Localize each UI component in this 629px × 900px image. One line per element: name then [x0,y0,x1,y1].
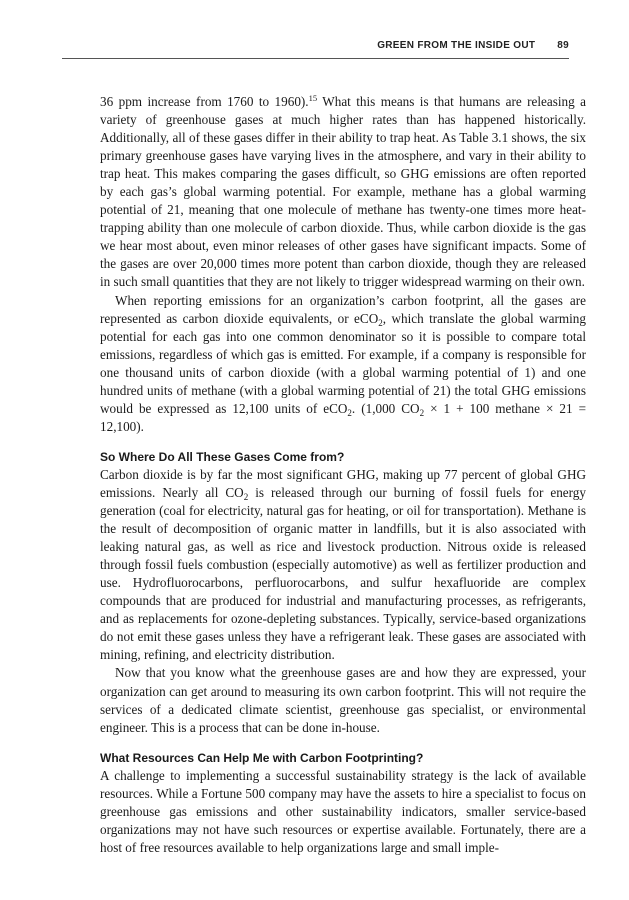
text-run: . (1,000 CO [351,400,420,416]
text-run: , which translate the global warming potential for each gas into one common denominator so it is possible to compare total emissions, regardless of which gas is emitted. For example, if a company is responsible for one thousand units of carbon dioxide (with a global warming potential of 1) and one hundred units of methane (with a global warming potential of 21) the total GHG emissions would be expressed as 12,100 units of eCO [100,310,586,416]
running-head [62,40,569,59]
page-number: 89 [557,40,569,51]
subscript: 2 [347,407,352,418]
text-run: What this means is that humans are releasing a variety of greenhouse gases at much higher rates than has happened historically. Additionally, all of these gases differ in their ability to trap heat. As Table 3.1 shows, the six primary greenhouse gases have varying lives in the atmosphere, and vary in their ability to trap heat. This makes comparing the gases difficult, so GHG emissions are often reported by each gas’s global warming potential. For example, methane has a global warming potential of 21, meaning that one molecule of methane has twenty-one times more heat-trapping ability than one molecule of carbon dioxide. Thus, while carbon dioxide is the gas we hear most about, even minor releases of other gases have significant impacts. Some of the gases are over 20,000 times more potent than carbon dioxide, though they are released in such small quantities that they are not likely to trigger widespread warming on their own. [100,94,586,290]
text-run: Carbon dioxide is by far the most significant GHG, making up 77 percent of global GHG emissions. Nearly all CO [100,466,586,500]
paragraph: Now that you know what the greenhouse gases are and how they are expressed, your organization can get around to measuring its own carbon footprint. This will not require the services of a dedicated climate scientist, greenhouse gas specialist, or environmental engineer. This is a process that can be done in-house. [100,665,586,735]
section-heading: What Resources Can Help Me with Carbon Footprinting? [100,750,424,765]
paragraph: A challenge to implementing a successful sustainability strategy is the lack of available resources. While a Fortune 500 company may have the assets to hire a specialist to focus on greenhouse gas emissions and other sustainability indicators, smaller service-based organizations may not have such resources or expertise available. Fortunately, there are a host of free resources available to help organizations large and small imple- [100,767,586,855]
text-run: is released through our burning of fossil fuels for energy generation (coal for electricity, natural gas for heating, or oil for transportation). Methane is the result of decomposition of organic matter in landfills, but it is also associated with leaking natural gas, as well as rice and livestock production. Nitrous oxide is released through fossil fuels combustion (especially automotive) as well as fertilizer production and use. Hydrofluorocarbons, perfluorocarbons, and sulfur hexafluoride are complex compounds that are produced for industrial and manufacturing processes, as refrigerants, and as replacements for ozone-depleting substances. Typically, service-based organizations do not emit these gases unless they have a refrigerant leak. These gases are associated with mining, refining, and electricity distribution. [100,484,586,663]
body-text [100,93,586,857]
subscript: 2 [243,491,249,502]
running-head-title: GREEN FROM THE INSIDE OUT [377,40,536,51]
subscript: 2 [378,317,383,328]
section-heading: So Where Do All These Gases Come from? [100,449,345,464]
subscript: 2 [419,407,425,418]
paragraph [100,93,586,292]
paragraph [100,292,586,436]
text-run: When reporting emissions for an organization’s carbon footprint, all the gases are represented as carbon dioxide equivalents, or eCO [100,292,586,326]
footnote-reference: 15 [308,93,318,103]
paragraph [100,466,586,665]
text-run: × 1 + 100 methane × 21 = 12,100). [100,400,587,434]
text-run: 36 ppm increase from 1760 to 1960). [100,94,309,109]
